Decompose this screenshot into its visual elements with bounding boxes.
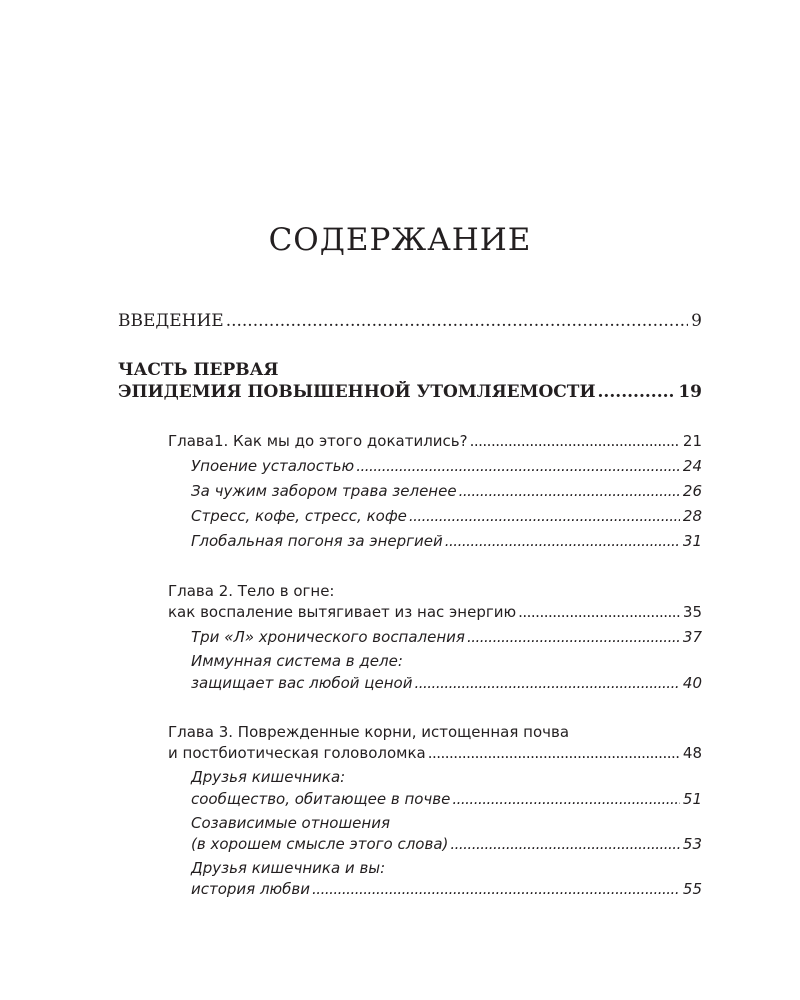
toc-page-number: 26 [682, 482, 702, 500]
toc-entry-label: сообщество, обитающее в почве [191, 790, 451, 808]
toc-page-number: 48 [682, 744, 702, 762]
dot-leader [356, 455, 680, 477]
toc-entry-label: Упоение усталостью [191, 457, 355, 475]
toc-entry-label: Стресс, кофе, стресс, кофе [191, 507, 407, 525]
toc-entry-label: Глава1. Как мы до этого докатились? [168, 432, 468, 450]
toc-subentry[interactable] [191, 833, 702, 855]
dot-leader [467, 626, 680, 648]
toc-subentry[interactable] [191, 505, 702, 527]
dot-leader [470, 430, 680, 452]
toc-page-number: 55 [682, 880, 702, 898]
toc-page-number: 24 [682, 457, 702, 475]
dot-leader [428, 742, 680, 764]
toc-entry-label: (в хорошем смысле этого слова) [191, 835, 449, 853]
toc-subentry[interactable] [191, 455, 702, 477]
dot-leader [414, 672, 679, 694]
page-title: СОДЕРЖАНИЕ [268, 222, 532, 258]
dot-leader [459, 480, 680, 502]
toc-subentry-line1: Друзья кишечника: [191, 768, 346, 786]
toc-page-number: 51 [682, 790, 702, 808]
toc-entry-chapter1[interactable] [168, 430, 702, 452]
dot-leader [598, 381, 676, 403]
dot-leader [452, 788, 680, 810]
part-heading-line1: ЧАСТЬ ПЕРВАЯ [118, 360, 279, 380]
toc-page-number: 53 [682, 835, 702, 853]
toc-page-number: 35 [682, 603, 702, 621]
toc-entry-label: За чужим забором трава зеленее [191, 482, 457, 500]
toc-subentry-line1: Друзья кишечника и вы: [191, 859, 386, 877]
dot-leader [312, 878, 680, 900]
toc-entry-label: ВВЕДЕНИЕ [118, 311, 224, 331]
dot-leader [226, 310, 688, 332]
chapter-heading-line1: Глава 3. Поврежденные корни, истощенная почва [168, 723, 570, 741]
toc-entry-label: защищает вас любой ценой [191, 674, 413, 692]
toc-page-number: 40 [682, 674, 702, 692]
dot-leader [518, 601, 680, 623]
toc-entry-chapter3[interactable] [168, 742, 702, 764]
toc-page-number: 19 [678, 382, 702, 402]
toc-page-number: 21 [682, 432, 702, 450]
toc-entry-intro[interactable] [118, 310, 702, 332]
toc-entry-label: и постбиотическая головоломка [168, 744, 426, 762]
toc-subentry-line1: Созависимые отношения [191, 814, 390, 832]
toc-entry-chapter2[interactable] [168, 601, 702, 623]
toc-subentry[interactable] [191, 878, 702, 900]
toc-entry-label: история любви [191, 880, 311, 898]
toc-entry-label: Три «Л» хронического воспаления [191, 628, 465, 646]
toc-subentry[interactable] [191, 626, 702, 648]
dot-leader [450, 833, 680, 855]
toc-page-number: 37 [682, 628, 702, 646]
toc-entry-label: Глобальная погоня за энергией [191, 532, 443, 550]
dot-leader [445, 530, 680, 552]
toc-entry-label: как воспаление вытягивает из нас энергию [168, 603, 517, 621]
toc-subentry[interactable] [191, 672, 702, 694]
toc-entry-part1[interactable] [118, 381, 702, 403]
toc-subentry[interactable] [191, 788, 702, 810]
toc-entry-label: ЭПИДЕМИЯ ПОВЫШЕННОЙ УТОМЛЯЕМОСТИ [118, 382, 596, 402]
toc-subentry[interactable] [191, 530, 702, 552]
toc-subentry-line1: Иммунная система в деле: [191, 652, 403, 670]
chapter-heading-line1: Глава 2. Тело в огне: [168, 582, 335, 600]
toc-subentry[interactable] [191, 480, 702, 502]
toc-page-number: 9 [691, 311, 702, 331]
toc-page-number: 28 [682, 507, 702, 525]
dot-leader [409, 505, 680, 527]
toc-page-number: 31 [682, 532, 702, 550]
